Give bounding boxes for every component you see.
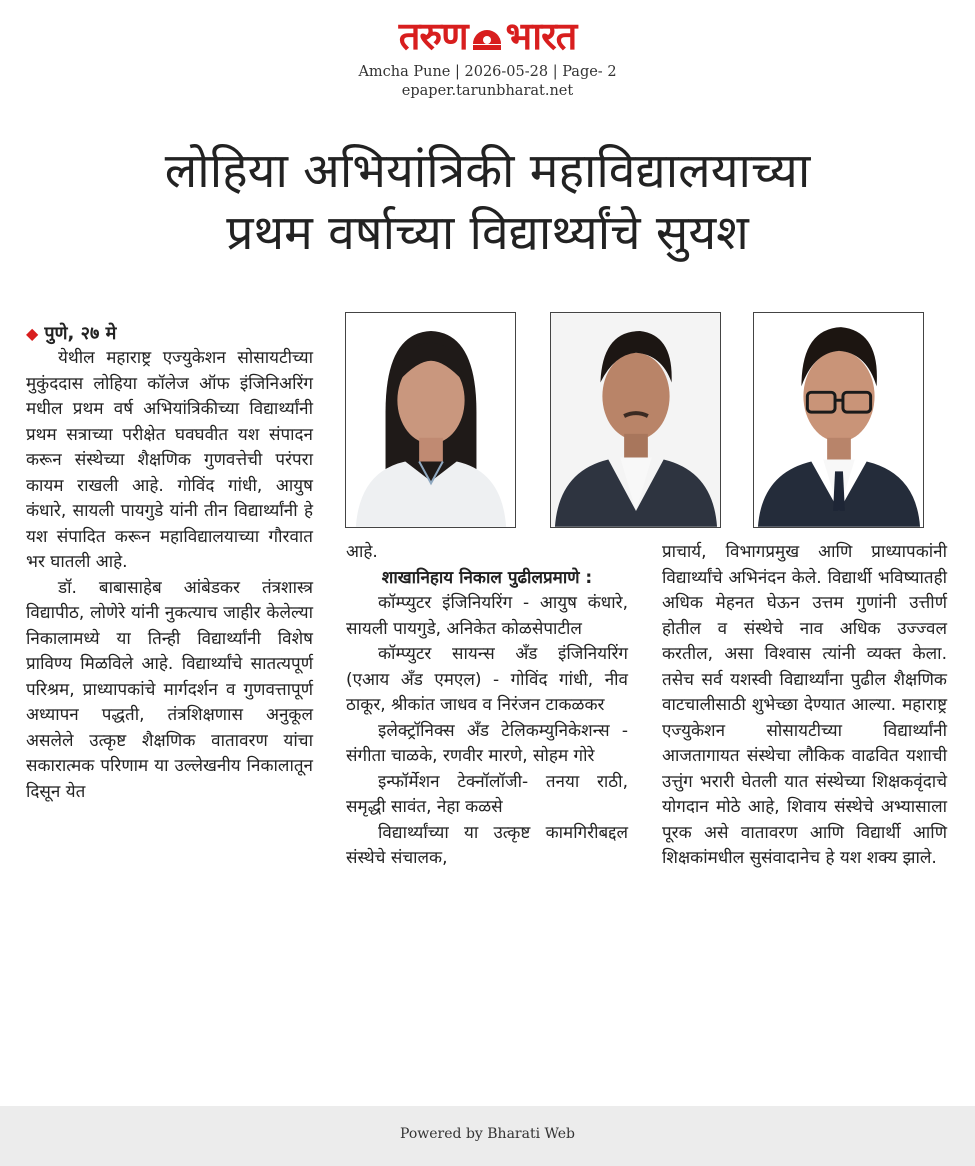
student-photo-1 (345, 312, 516, 528)
article-column-2 (346, 540, 628, 872)
paragraph-congrats-start: विद्यार्थ्यांच्या या उत्कृष्ट कामगिरीबद्दल संस्थेचे संचालक, (346, 822, 628, 868)
sun-emblem-icon (470, 19, 504, 53)
headline-line-1: लोहिया अभियांत्रिकी महाविद्यालयाच्या (164, 143, 811, 199)
branch-result-computer: कॉम्प्युटर इंजिनियरिंग - आयुष कंधारे, सायली पायगुडे, अनिकेत कोळसेपाटील (346, 593, 628, 639)
student-photo-3 (753, 312, 924, 528)
site-url[interactable]: epaper.tarunbharat.net (401, 83, 574, 99)
article-column-1 (26, 322, 313, 805)
edition-line: Amcha Pune | 2026-05-28 | Page- 2 (358, 64, 617, 80)
footer (0, 1106, 975, 1166)
branchwise-results-subhead: शाखानिहाय निकाल पुढीलप्रमाणे : (381, 567, 593, 588)
diamond-bullet-icon: ◆ (26, 324, 39, 343)
dateline (26, 322, 313, 346)
newspaper-logo[interactable] (399, 14, 577, 58)
branch-result-entc: इलेक्ट्रॉनिक्स अँड टेलिकम्युनिकेशन्स - संगीता चाळके, रणवीर मारणे, सोहम गोरे (346, 720, 628, 766)
article-headline (0, 140, 975, 264)
paragraph-2: डॉ. बाबासाहेब आंबेडकर तंत्रशास्त्र विद्यापीठ, लोणेरे यांनी नुकत्याच जाहीर केलेल्या निकालामध्ये या तिन्ही विद्यार्थ्यांनी विशेष प्राविण्य मिळविले आहे. विद्यार्थ्यांचे सातत्यपूर्ण परिश्रम, प्राध्यापकांचे मार्गदर्शन व गुणवत्तापूर्ण अध्यापन पद्धती, तंत्रशिक्षणास अनुकूल असलेले उत्कृष्ट शैक्षणिक वातावरण यांचा सकारात्मक परिणाम या उल्लेखनीय निकालातून दिसून येत (26, 577, 313, 802)
powered-by-text[interactable]: Powered by Bharati Web (400, 1126, 575, 1142)
masthead (0, 14, 975, 100)
branch-result-cse-aiml: कॉम्प्युटर सायन्स अँड इंजिनियरिंग (एआय अँड एमएल) - गोविंद गांधी, नीव ठाकूर, श्रीकांत जाधव व निरंजन टाकळकर (346, 644, 628, 715)
dateline-text: पुणे, २७ मे (44, 323, 117, 344)
paragraph-congrats-end: प्राचार्य, विभागप्रमुख आणि प्राध्यापकांनी विद्यार्थ्यांचे अभिनंदन केले. विद्यार्थी भविष्यातही अधिक मेहनत घेऊन उत्तम गुणांनी उत्तीर्ण होतील व संस्थेचे नाव अधिक उज्ज्वल करतील, असा विश्वास त्यांनी व्यक्त केला. तसेच सर्व यशस्वी विद्यार्थ्यांना पुढील शैक्षणिक वाटचालीसाठी शुभेच्छा देण्यात आल्या. महाराष्ट्र एज्युकेशन सोसायटीच्या विद्यार्थ्यांनी आजतागायत संस्थेचा लौकिक वाढवित यशाची उत्तुंग भरारी घेतली यात संस्थेच्या शिक्षकवृंदाचे योगदान मोठे आहे, शिवाय संस्थेचे अभ्यासाला पूरक असे वातावरण आणि विद्यार्थी आणि शिक्षकांमधील सुसंवादानेच हे यश शक्य झाले. (662, 542, 947, 868)
student-female-portrait-icon (346, 313, 515, 527)
student-male-suit-portrait-icon (551, 313, 720, 527)
logo-text-right: भारत (505, 14, 577, 58)
headline-line-2: प्रथम वर्षाच्या विद्यार्थ्यांचे सुयश (226, 205, 749, 261)
logo-text-left: तरुण (398, 14, 468, 58)
article-column-3 (662, 540, 947, 872)
column-2-continuation: आहे. (346, 542, 378, 562)
branch-result-it: इन्फॉर्मेशन टेक्नॉलॉजी- तनया राठी, समृद्धी सावंत, नेहा कळसे (346, 771, 628, 817)
paragraph-1: येथील महाराष्ट्र एज्युकेशन सोसायटीच्या मुकुंददास लोहिया कॉलेज ऑफ इंजिनिअरिंग मधील प्रथम वर्ष अभियांत्रिकीच्या विद्यार्थ्यांनी प्रथम सत्राच्या परीक्षेत घवघवीत यश संपादन करून संस्थेच्या शैक्षणिक गुणवत्तेची परंपरा कायम राखली आहे. गोविंद गांधी, आयुष कंधारे, सायली पायगुडे यांनी तीन विद्यार्थ्यांनी हे यश संपादित करून महाविद्यालयाच्या गौरवात भर घातली आहे. (26, 348, 313, 572)
student-male-glasses-portrait-icon (754, 313, 923, 527)
student-photo-2 (550, 312, 721, 528)
